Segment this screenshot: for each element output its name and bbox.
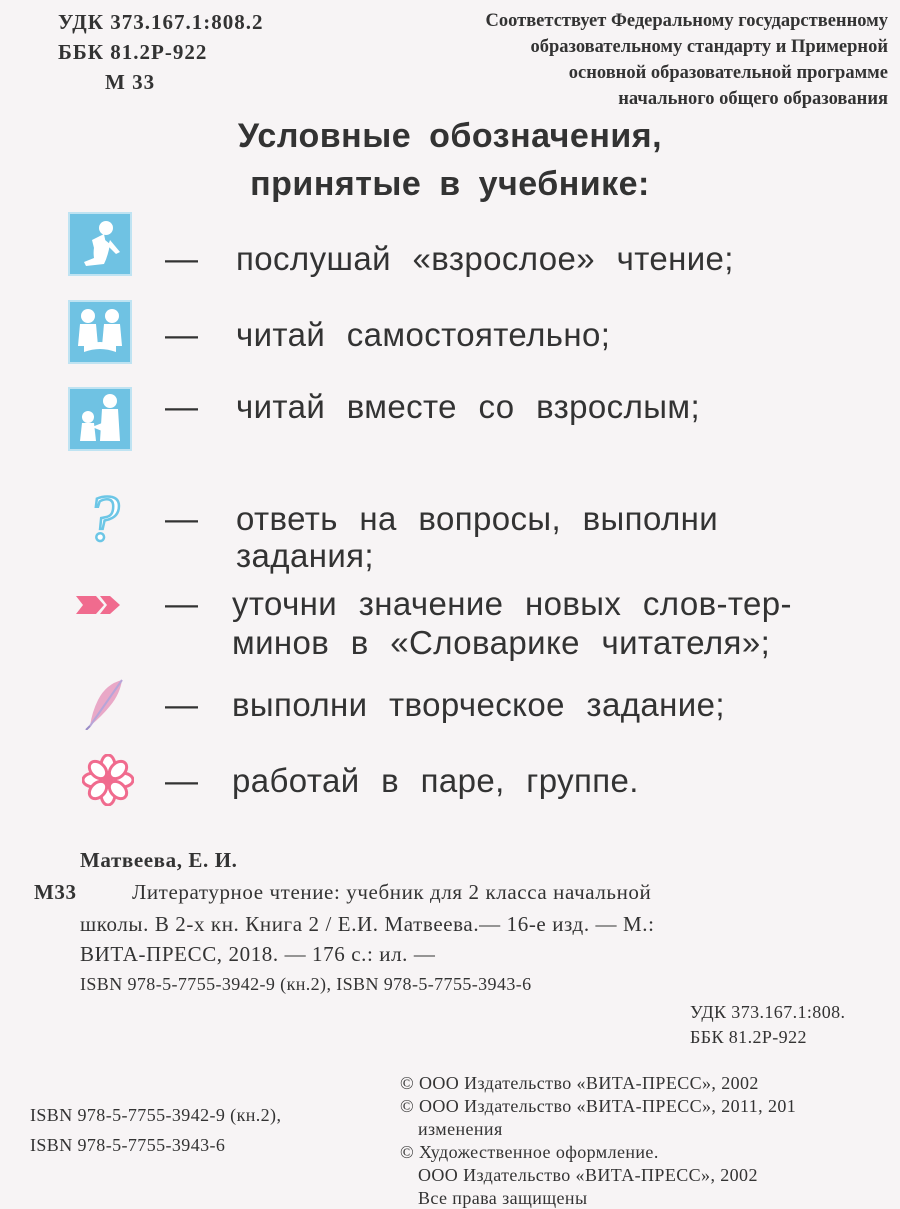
question-mark-icon (80, 482, 126, 552)
listen-reading-icon (68, 212, 132, 276)
legend-item-listen: послушай «взрослое» чтение; (236, 240, 734, 277)
copyright-line: ООО Издательство «ВИТА-ПРЕСС», 2002 (418, 1165, 758, 1185)
legend-heading-line1: Условные обозначения, (237, 117, 663, 155)
legend-heading-line2: принятые в учебнике: (250, 165, 650, 203)
author-name: Матвеева, Е. И. (80, 848, 238, 872)
isbn-line: ISBN 978-5-7755-3942-9 (кн.2), ISBN 978-5-7755-3943-6 (80, 974, 532, 994)
copyright-line: © ООО Издательство «ВИТА-ПРЕСС», 2011, 201 (400, 1096, 797, 1116)
legend-item-questions-line2: задания; (236, 537, 374, 574)
bbk-code: ББК 81.2Р-922 (58, 40, 208, 64)
legend-item-dictionary-line1: уточни значение новых слов-тер- (232, 585, 792, 622)
legend-heading (0, 112, 900, 208)
standard-line: Соответствует Федеральному государственному (485, 11, 888, 31)
read-alone-icon (68, 300, 132, 364)
isbn-2: ISBN 978-5-7755-3943-6 (30, 1135, 226, 1155)
bib-line: ВИТА-ПРЕСС, 2018. — 176 с.: ил. — (80, 942, 436, 966)
udk-code-bottom: УДК 373.167.1:808. (690, 1002, 846, 1022)
standard-line: начального общего образования (618, 89, 888, 109)
arrow-marker-icon (76, 592, 122, 618)
dash: — (165, 500, 198, 537)
dash: — (165, 686, 198, 723)
bib-line: школы. В 2-х кн. Книга 2 / Е.И. Матвеева.— 16-е изд. — М.: (80, 912, 655, 936)
feather-icon (84, 678, 126, 730)
copyright-line: © ООО Издательство «ВИТА-ПРЕСС», 2002 (400, 1073, 759, 1093)
author-mark: М 33 (105, 70, 156, 94)
dash: — (165, 585, 198, 622)
dash: — (165, 316, 198, 353)
legend-item-questions-line1: ответь на вопросы, выполни (236, 500, 719, 537)
read-with-adult-icon (68, 387, 132, 451)
flower-icon (82, 754, 134, 806)
bib-line: Литературное чтение: учебник для 2 класса начальной (132, 880, 652, 904)
dash: — (165, 240, 198, 277)
copyright-line: Все права защищены (418, 1188, 588, 1208)
catalog-code: М33 (34, 880, 77, 904)
copyright-line: изменения (418, 1119, 503, 1139)
standard-line: образовательному стандарту и Примерной (530, 37, 888, 57)
legend-item-read-alone: читай самостоятельно; (236, 316, 611, 353)
dash: — (165, 388, 198, 425)
bbk-code-bottom: ББК 81.2Р-922 (690, 1027, 807, 1047)
standard-line: основной образовательной программе (568, 63, 888, 83)
dash: — (165, 762, 198, 799)
standard-statement (485, 8, 888, 112)
udk-code: УДК 373.167.1:808.2 (58, 10, 264, 34)
isbn-1: ISBN 978-5-7755-3942-9 (кн.2), (30, 1105, 282, 1125)
legend-item-read-with-adult: читай вместе со взрослым; (236, 388, 701, 425)
legend-item-dictionary-line2: минов в «Словарике читателя»; (232, 624, 771, 661)
legend-item-creative: выполни творческое задание; (232, 686, 725, 723)
legend-item-pair-work: работай в паре, группе. (232, 762, 639, 799)
copyright-line: © Художественное оформление. (400, 1142, 659, 1162)
svg-text:?: ? (86, 482, 120, 552)
